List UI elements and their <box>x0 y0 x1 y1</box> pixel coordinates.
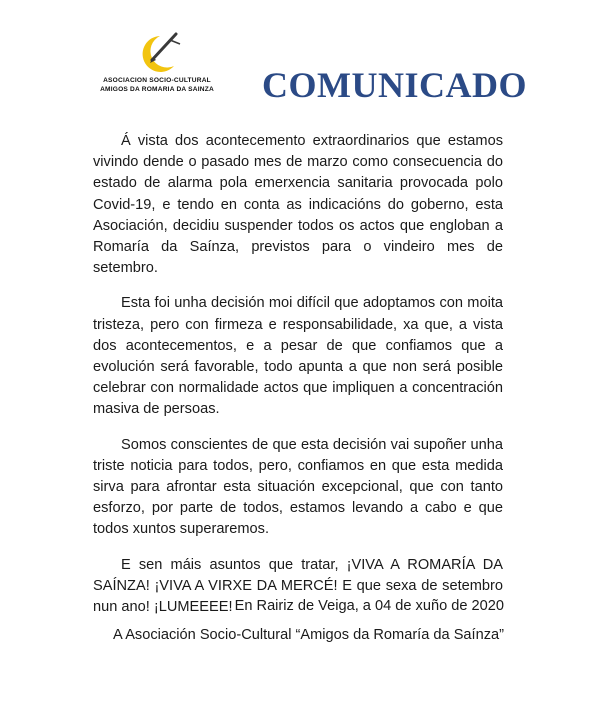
communique-body <box>93 131 503 632</box>
logo-text-line-2: AMIGOS DA ROMARIA DA SAINZA <box>100 86 214 93</box>
logo-text-line-1: ASOCIACION SOCIO-CULTURAL <box>103 77 211 84</box>
place-and-date: En Rairiz de Veiga, a 04 de xuño de 2020 <box>234 598 504 614</box>
paragraph-3: Somos conscientes de que esta decisión vai supoñer unha triste noticia para todos, pero, confiamos en que esta medida sirva para afrontar esta situación excepcional, que con tanto esforzo, por parte de todos, estamos levando a cabo e que todos xuntos superaremos. <box>93 436 503 538</box>
paragraph-4: E sen máis asuntos que tratar, ¡VIVA A ROMARÍA DA SAÍNZA! ¡VIVA A VIRXE DA MERCÉ! E que sexa de setembro nun ano! ¡LUMEEEE! <box>93 556 503 616</box>
crescent-moon-with-pen-icon <box>130 30 186 76</box>
paragraph-1: Á vista dos acontecemento extraordinarios que estamos vivindo dende o pasado mes de marzo como consecuencia do estado de alarma pola emerxencia sanitaria provocada polo Covid-19, e tendo en conta as indicacións do goberno, esta Asociación, decidiu suspender todos os actos que engloban a Romaría da Saínza, previstos para o vindeiro mes de setembro. <box>93 133 503 277</box>
page-title: COMUNICADO <box>262 65 527 105</box>
association-logo <box>98 30 216 96</box>
signing-organization: A Asociación Socio-Cultural “Amigos da Romaría da Saínza” <box>113 627 504 643</box>
paragraph-2: Esta foi unha decisión moi difícil que adoptamos con moita tristeza, pero con firmeza e responsabilidade, xa que, a vista dos acontecementos, e a pesar de que confiamos que a evolución será favorable, todo apunta a que non será posible celebrar con normalidade actos que impliquen a concentración masiva de persoas. <box>93 295 503 418</box>
